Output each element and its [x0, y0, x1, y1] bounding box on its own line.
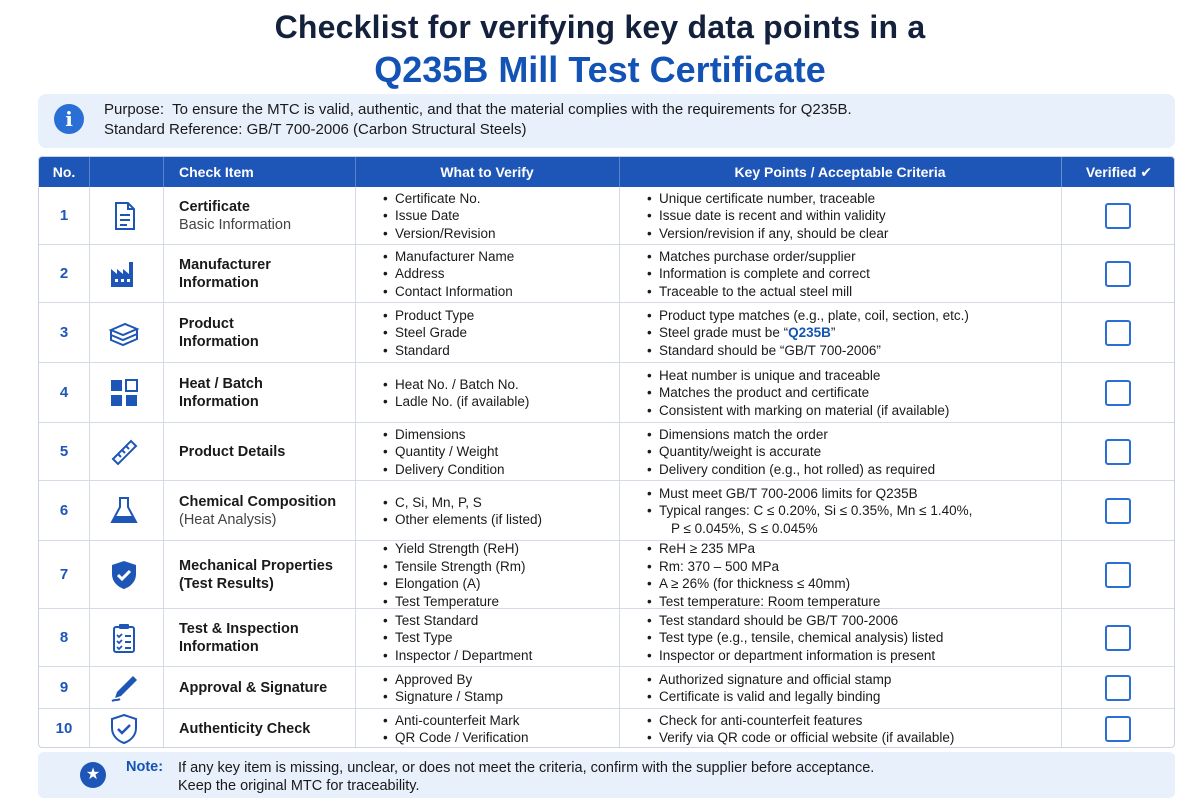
key-point-text: Typical ranges: C ≤ 0.20%, Si ≤ 0.35%, Mn ≤ 1.40%,	[659, 503, 973, 519]
what-to-verify-item: • Manufacturer Name	[381, 248, 619, 266]
check-item-title-line-2: Information	[179, 394, 259, 410]
check-item-title-line-1: Product	[179, 316, 234, 332]
key-point-item	[645, 283, 1060, 301]
check-item-title-line-1: Certificate	[179, 199, 250, 215]
key-point-text: Heat number is unique and traceable	[659, 367, 881, 383]
what-to-verify-item: • C, Si, Mn, P, S	[381, 494, 619, 512]
shield-check-icon	[107, 558, 141, 592]
check-item-title-line-2: (Heat Analysis)	[179, 512, 277, 528]
pen-icon	[107, 671, 141, 705]
verified-checkbox[interactable]	[1105, 675, 1131, 701]
key-points-list	[645, 190, 1060, 243]
key-point-text: Must meet GB/T 700-2006 limits for Q235B	[659, 485, 918, 501]
row-number: 7	[59, 566, 69, 583]
check-item-title-line-1: Approval & Signature	[179, 680, 328, 696]
row-number: 10	[55, 720, 73, 737]
key-point-item	[645, 426, 1060, 444]
title-line-1: Checklist for verifying key data points in a	[274, 9, 926, 45]
key-point-text: Quantity/weight is accurate	[659, 444, 822, 460]
key-point-item	[645, 612, 1060, 630]
key-point-text: Inspector or department information is present	[659, 647, 936, 663]
key-point-text: Verify via QR code or official website (if available)	[659, 730, 955, 745]
key-point-item	[645, 384, 1060, 402]
table-row	[39, 481, 1175, 541]
what-to-verify-item: • Dimensions	[381, 426, 619, 444]
what-to-verify-item: • Delivery Condition	[381, 461, 619, 479]
check-item-title	[179, 443, 357, 461]
key-point-text: Traceable to the actual steel mill	[659, 283, 853, 299]
table-row	[39, 363, 1175, 423]
purpose-description: To ensure the MTC is valid, authentic, and that the material complies with the requirements for Q235B.	[172, 101, 852, 118]
key-point-text: Test standard should be GB/T 700-2006	[659, 612, 899, 628]
verified-checkbox[interactable]	[1105, 625, 1131, 651]
table-row	[39, 541, 1175, 609]
table-row	[39, 423, 1175, 481]
key-point-item	[645, 540, 1060, 558]
document-icon	[107, 199, 141, 233]
check-item-title-line-2: Basic Information	[179, 217, 292, 233]
key-point-item	[645, 647, 1060, 665]
key-points-list	[645, 612, 1060, 665]
header-no: No.	[52, 164, 76, 180]
verified-checkbox[interactable]	[1105, 716, 1131, 742]
key-point-item	[645, 502, 1060, 520]
key-point-item	[645, 225, 1060, 243]
verified-checkbox[interactable]	[1105, 261, 1131, 287]
flask-icon	[107, 494, 141, 528]
purpose-label: Purpose:	[104, 101, 165, 118]
key-point-item	[645, 575, 1060, 593]
key-point-text: Test temperature: Room temperature	[659, 593, 881, 609]
verified-checkbox[interactable]	[1105, 439, 1131, 465]
key-point-text: Standard should be “GB/T 700-2006”	[659, 342, 881, 358]
steel-plates-icon	[107, 316, 141, 350]
key-point-item	[645, 324, 1060, 342]
row-number: 6	[59, 502, 69, 519]
star-icon: ★	[80, 762, 106, 788]
what-to-verify-list	[381, 540, 619, 610]
key-point-item	[645, 688, 1060, 706]
page-title	[0, 6, 1200, 92]
key-points-list	[645, 367, 1060, 420]
key-point-item	[645, 593, 1060, 611]
key-point-text: Test type (e.g., tensile, chemical analysis) listed	[659, 630, 944, 646]
key-point-text: P ≤ 0.045%, S ≤ 0.045%	[671, 520, 818, 536]
table-row	[39, 187, 1175, 245]
key-point-item	[645, 729, 1060, 747]
clipboard-icon	[107, 621, 141, 655]
key-points-list	[645, 485, 1060, 538]
key-point-text: Rm: 370 – 500 MPa	[659, 558, 780, 574]
verified-checkbox[interactable]	[1105, 498, 1131, 524]
key-point-text: ReH ≥ 235 MPa	[659, 541, 755, 556]
what-to-verify-item: • Test Type	[381, 629, 619, 647]
check-item-title	[179, 493, 357, 529]
what-to-verify-item: • Test Standard	[381, 612, 619, 630]
what-to-verify-item: • Steel Grade	[381, 324, 619, 342]
standard-reference: Standard Reference: GB/T 700-2006 (Carbon Structural Steels)	[104, 121, 527, 138]
info-icon: i	[54, 104, 84, 134]
key-points-list	[645, 307, 1060, 360]
key-point-text: Steel grade must be “	[659, 325, 789, 341]
key-point-text: Issue date is recent and within validity	[659, 208, 886, 224]
steel-grade-highlight: Q235B	[788, 325, 831, 341]
what-to-verify-item: • Product Type	[381, 307, 619, 325]
check-item-title-line-1: Authenticity Check	[179, 721, 311, 737]
key-point-text: Matches purchase order/supplier	[659, 248, 856, 264]
note-line-1: If any key item is missing, unclear, or does not meet the criteria, confirm with the supplier before acceptance.	[178, 760, 875, 776]
what-to-verify-item: • Certificate No.	[381, 190, 619, 208]
key-point-text: Delivery condition (e.g., hot rolled) as required	[659, 461, 936, 477]
key-point-item	[645, 520, 1060, 538]
what-to-verify-item: • Heat No. / Batch No.	[381, 376, 619, 394]
header-what-to-verify: What to Verify	[440, 164, 534, 180]
check-item-title	[179, 256, 357, 292]
purpose-text	[104, 100, 852, 140]
key-point-item	[645, 367, 1060, 385]
key-point-text: Version/revision if any, should be clear	[659, 225, 889, 241]
check-item-title-line-1: Product Details	[179, 444, 286, 460]
what-to-verify-item: • Inspector / Department	[381, 647, 619, 665]
key-point-text: Dimensions match the order	[659, 426, 828, 442]
purpose-panel	[38, 94, 1175, 148]
what-to-verify-list	[381, 190, 619, 243]
quote-close: ”	[830, 325, 836, 341]
what-to-verify-list	[381, 612, 619, 665]
table-row	[39, 667, 1175, 709]
check-item-title-line-1: Heat / Batch	[179, 376, 263, 392]
what-to-verify-list	[381, 376, 619, 411]
row-number: 2	[59, 265, 69, 282]
check-item-title-line-1: Manufacturer	[179, 257, 271, 273]
what-to-verify-item: • Tensile Strength (Rm)	[381, 558, 619, 576]
what-to-verify-list	[381, 426, 619, 479]
key-point-text: Certificate is valid and legally binding	[659, 689, 881, 704]
table-header	[39, 157, 1175, 187]
table-row	[39, 303, 1175, 363]
what-to-verify-item: • Address	[381, 265, 619, 283]
key-point-item	[645, 558, 1060, 576]
ruler-icon	[107, 435, 141, 469]
key-point-item	[645, 443, 1060, 461]
check-item-title-line-1: Mechanical Properties	[179, 558, 333, 574]
key-points-list	[645, 671, 1060, 706]
key-point-item	[645, 207, 1060, 225]
check-item-title	[179, 198, 357, 234]
key-point-text: Authorized signature and official stamp	[659, 671, 892, 687]
checklist-table	[38, 156, 1175, 748]
what-to-verify-item: • Ladle No. (if available)	[381, 393, 619, 411]
what-to-verify-item: • Signature / Stamp	[381, 688, 619, 706]
what-to-verify-list	[381, 671, 619, 706]
row-number: 8	[59, 629, 69, 646]
table-row	[39, 709, 1175, 748]
check-item-title-line-2: Information	[179, 275, 259, 291]
what-to-verify-item: • Quantity / Weight	[381, 443, 619, 461]
check-item-title-line-2: (Test Results)	[179, 576, 274, 592]
check-item-title	[179, 557, 357, 593]
what-to-verify-item: • Elongation (A)	[381, 575, 619, 593]
row-number: 1	[59, 207, 69, 224]
what-to-verify-list	[381, 712, 619, 747]
what-to-verify-list	[381, 494, 619, 529]
key-points-list	[645, 540, 1060, 610]
row-number: 4	[59, 384, 69, 401]
what-to-verify-item: • Standard	[381, 342, 619, 360]
note-line-2: Keep the original MTC for traceability.	[178, 778, 420, 794]
header-key-points: Key Points / Acceptable Criteria	[734, 164, 946, 180]
key-point-item	[645, 342, 1060, 360]
key-point-item	[645, 671, 1060, 689]
check-item-title	[179, 315, 357, 351]
key-points-list	[645, 426, 1060, 479]
check-item-title	[179, 679, 357, 697]
check-item-title	[179, 375, 357, 411]
verified-checkbox[interactable]	[1105, 380, 1131, 406]
table-row	[39, 609, 1175, 667]
what-to-verify-item: • Issue Date	[381, 207, 619, 225]
what-to-verify-item: • Other elements (if listed)	[381, 511, 619, 529]
grid-icon	[107, 376, 141, 410]
key-points-list	[645, 712, 1060, 747]
header-verified: Verified ✔	[1061, 157, 1175, 187]
table-row	[39, 245, 1175, 303]
what-to-verify-item: • Test Temperature	[381, 593, 619, 611]
verified-checkbox[interactable]	[1105, 562, 1131, 588]
what-to-verify-item: • Yield Strength (ReH)	[381, 540, 619, 558]
what-to-verify-list	[381, 307, 619, 360]
key-point-item	[645, 307, 1060, 325]
key-point-text: Unique certificate number, traceable	[659, 190, 876, 206]
key-point-text: Product type matches (e.g., plate, coil, section, etc.)	[659, 307, 969, 323]
key-point-text: Matches the product and certificate	[659, 385, 870, 401]
verified-checkbox[interactable]	[1105, 203, 1131, 229]
key-point-item	[645, 712, 1060, 730]
row-number: 5	[59, 443, 69, 460]
verified-checkbox[interactable]	[1105, 320, 1131, 346]
what-to-verify-item: • Contact Information	[381, 283, 619, 301]
what-to-verify-list	[381, 248, 619, 301]
check-item-title-line-2: Information	[179, 639, 259, 655]
key-point-text: Check for anti-counterfeit features	[659, 712, 863, 728]
shield-outline-icon	[107, 712, 141, 746]
note-label: Note:	[126, 759, 164, 775]
note-panel	[38, 752, 1175, 798]
note-text	[178, 759, 874, 795]
key-point-item	[645, 248, 1060, 266]
key-point-item	[645, 485, 1060, 503]
key-point-text: Consistent with marking on material (if available)	[659, 402, 950, 418]
row-number: 3	[59, 324, 69, 341]
key-points-list	[645, 248, 1060, 301]
key-point-item	[645, 629, 1060, 647]
key-point-item	[645, 265, 1060, 283]
factory-icon	[107, 257, 141, 291]
title-line-2: Q235B Mill Test Certificate	[374, 49, 826, 90]
key-point-text: A ≥ 26% (for thickness ≤ 40mm)	[659, 576, 851, 591]
key-point-item	[645, 190, 1060, 208]
what-to-verify-item: • QR Code / Verification	[381, 729, 619, 747]
header-check-item: Check Item	[179, 164, 254, 180]
row-number: 9	[59, 679, 69, 696]
what-to-verify-item: • Version/Revision	[381, 225, 619, 243]
what-to-verify-item: • Approved By	[381, 671, 619, 689]
check-item-title-line-1: Chemical Composition	[179, 494, 337, 510]
check-item-title	[179, 720, 357, 738]
check-item-title-line-1: Test & Inspection	[179, 621, 299, 637]
key-point-item	[645, 461, 1060, 479]
what-to-verify-item: • Anti-counterfeit Mark	[381, 712, 619, 730]
key-point-text: Information is complete and correct	[659, 266, 870, 282]
check-item-title-line-2: Information	[179, 334, 259, 350]
key-point-item	[645, 402, 1060, 420]
check-item-title	[179, 620, 357, 656]
